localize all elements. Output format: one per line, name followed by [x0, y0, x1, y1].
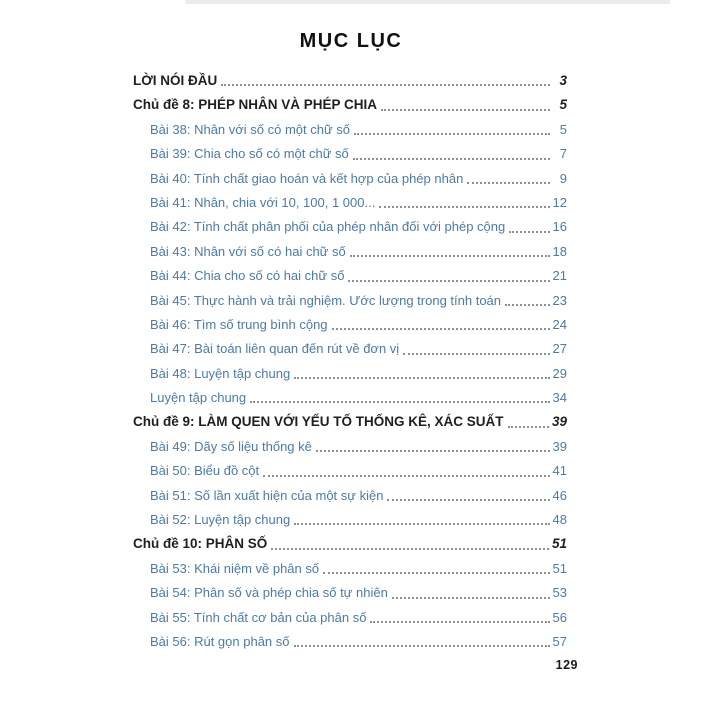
toc-lesson-entry	[133, 260, 567, 284]
toc-entry-label: Bài 39: Chia cho số có một chữ số	[150, 146, 349, 162]
toc-lesson-entry	[133, 138, 567, 162]
toc-entry-page: 51	[552, 560, 567, 576]
toc-lesson-entry	[133, 382, 567, 406]
dot-leader	[294, 523, 549, 525]
toc-entry-page: 39	[551, 413, 567, 429]
dot-leader	[250, 401, 549, 403]
dot-leader	[350, 255, 550, 257]
toc-entry-label: Bài 40: Tính chất giao hoán và kết hợp của phép nhân	[150, 170, 464, 186]
dot-leader	[509, 231, 549, 233]
toc-entry-label: Bài 45: Thực hành và trải nghiệm. Ước lượng trong tính toán	[150, 292, 502, 308]
toc-lesson-entry	[133, 333, 567, 357]
dot-leader	[381, 109, 550, 111]
dot-leader	[221, 84, 550, 86]
toc-lesson-entry	[133, 431, 567, 455]
toc-entry-page: 5	[559, 121, 567, 137]
toc-entry-label: Chủ đề 8: PHÉP NHÂN VÀ PHÉP CHIA	[133, 96, 378, 112]
toc-lesson-entry	[133, 285, 567, 309]
dot-leader	[379, 206, 549, 208]
dot-leader	[271, 548, 549, 550]
toc-chapter-entry	[133, 89, 567, 113]
toc-entry-label: Bài 44: Chia cho số có hai chữ số	[150, 268, 345, 284]
dot-leader	[403, 353, 549, 355]
dot-leader	[348, 280, 549, 282]
toc-chapter-entry	[133, 406, 567, 430]
toc-lesson-entry	[133, 553, 567, 577]
dot-leader	[387, 499, 549, 501]
toc-entry-page: 41	[552, 463, 567, 479]
toc-entry-page: 18	[552, 243, 567, 259]
toc-entry-page: 39	[552, 439, 567, 454]
toc-lesson-entry	[133, 163, 567, 187]
toc-entry-page: 48	[552, 512, 567, 528]
dot-leader	[323, 572, 549, 574]
toc-lesson-entry	[133, 602, 567, 626]
dot-leader	[263, 475, 549, 477]
dot-leader	[294, 377, 549, 379]
toc-entry-label: Chủ đề 9: LÀM QUEN VỚI YẾU TỐ THỐNG KÊ, XÁC SUẤT	[133, 413, 504, 429]
toc-entry-label: Bài 42: Tính chất phân phối của phép nhân đối với phép cộng	[150, 219, 506, 235]
toc-lesson-entry	[133, 211, 567, 235]
toc-entry-label: Bài 52: Luyện tập chung	[150, 512, 291, 528]
toc-entry-page: 57	[552, 634, 567, 650]
toc-lesson-entry	[133, 480, 567, 504]
toc-lesson-entry	[133, 577, 567, 601]
toc-lesson-entry	[133, 455, 567, 479]
toc-entry-page: 23	[552, 292, 567, 308]
toc-lesson-entry	[133, 504, 567, 528]
dot-leader	[370, 621, 549, 623]
toc-entry-page: 51	[551, 535, 567, 551]
toc-lesson-entry	[133, 626, 567, 650]
toc-entry-label: Bài 55: Tính chất cơ bản của phân số	[150, 609, 367, 625]
dot-leader	[332, 328, 550, 330]
toc-entry-label: LỜI NÓI ĐẦU	[133, 72, 218, 88]
toc-entry-label: Bài 46: Tìm số trung bình cộng	[150, 317, 328, 333]
dot-leader	[294, 645, 550, 647]
page-title: MỤC LỤC	[299, 30, 403, 52]
toc-entry-page: 53	[552, 585, 567, 601]
toc-chapter-entry	[133, 65, 567, 89]
toc-lesson-entry	[133, 187, 567, 211]
toc-entry-label: Bài 47: Bài toán liên quan đến rút về đơn vị	[150, 341, 400, 357]
toc-entry-page: 27	[552, 341, 567, 357]
toc-entry-label: Bài 56: Rút gọn phân số	[150, 634, 290, 650]
toc-entry-page: 21	[552, 268, 567, 284]
toc-entry-page: 29	[552, 365, 567, 381]
dot-leader	[316, 450, 550, 452]
toc-entry-page: 16	[552, 219, 567, 235]
toc-entry-page: 12	[552, 195, 567, 211]
toc-chapter-entry	[133, 528, 567, 552]
toc-entry-label: Luyện tập chung	[150, 390, 247, 406]
toc-entry-page: 24	[552, 317, 567, 333]
toc-lesson-entry	[133, 236, 567, 260]
toc-entry-label: Bài 54: Phân số và phép chia số tự nhiên	[150, 585, 388, 601]
toc-entry-label: Bài 38: Nhân với số có một chữ số	[150, 121, 351, 137]
dot-leader	[508, 426, 549, 428]
toc-entry-label: Bài 49: Dãy số liệu thống kê	[150, 439, 312, 454]
toc-entry-page: 56	[552, 609, 567, 625]
toc-entry-page: 5	[559, 96, 567, 112]
toc-entry-label: Bài 48: Luyện tập chung	[150, 365, 291, 381]
footer-page-number: 129	[555, 658, 578, 672]
dot-leader	[354, 133, 550, 135]
dot-leader	[353, 158, 550, 160]
toc-entry-label: Chủ đề 10: PHÂN SỐ	[133, 535, 268, 551]
dot-leader	[392, 597, 550, 599]
dot-leader	[505, 304, 550, 306]
toc-entry-page: 34	[552, 390, 567, 406]
toc-entry-page: 9	[559, 170, 567, 186]
toc-entry-label: Bài 53: Khái niệm về phân số	[150, 560, 320, 576]
dot-leader	[467, 182, 550, 184]
toc-entry-label: Bài 43: Nhân với số có hai chữ số	[150, 243, 346, 259]
toc-lesson-entry	[133, 358, 567, 382]
page-top-edge-shadow	[185, 0, 670, 4]
toc-list	[133, 65, 567, 650]
toc-entry-label: Bài 51: Số lần xuất hiện của một sự kiện	[150, 487, 384, 503]
toc-lesson-entry	[133, 114, 567, 138]
toc-entry-page: 3	[559, 72, 567, 88]
toc-entry-label: Bài 50: Biểu đồ cột	[150, 463, 260, 479]
toc-entry-page: 7	[559, 146, 567, 162]
toc-entry-page: 46	[552, 487, 567, 503]
toc-entry-label: Bài 41: Nhân, chia với 10, 100, 1 000...	[150, 195, 376, 211]
toc-lesson-entry	[133, 309, 567, 333]
